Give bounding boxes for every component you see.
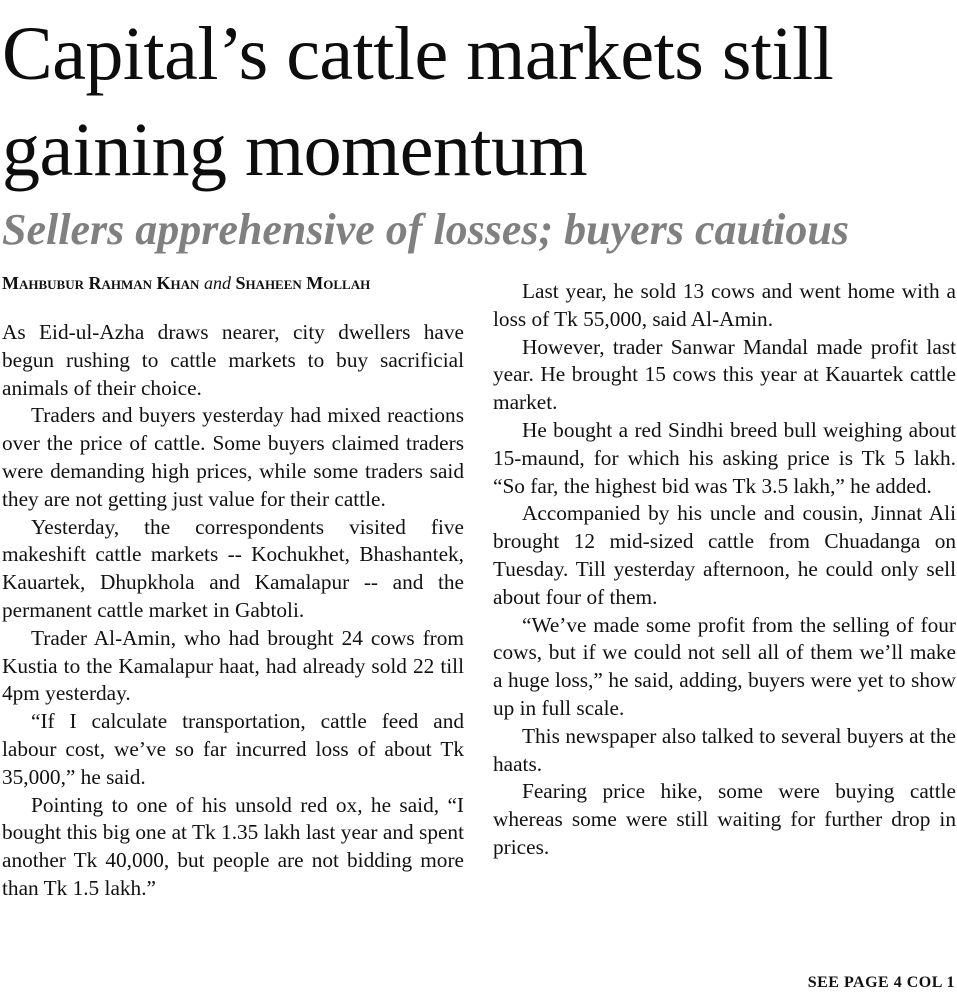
author-name: Shaheen Mollah — [235, 273, 371, 293]
continuation-jump-line: SEE PAGE 4 COL 1 — [807, 974, 955, 991]
paragraph: Pointing to one of his unsold red ox, he said, “I bought this big one at Tk 1.35 lakh last year and spent another Tk 40,000, but people are not bidding more than Tk 1.5 lakh.” — [2, 792, 464, 900]
byline — [2, 271, 464, 295]
paragraph: Traders and buyers yesterday had mixed reactions over the price of cattle. Some buyers claimed traders were demanding high prices, while some traders said they are not getting just value for their cattle. — [2, 403, 464, 511]
byline-conjunction: and — [203, 273, 231, 293]
paragraph: He bought a red Sindhi breed bull weighing about 15-maund, for which his asking price is Tk 5 lakh. “So far, the highest bid was Tk 3.5 lakh,” he added. — [493, 417, 956, 498]
paragraph: Fearing price hike, some were buying cattle whereas some were still waiting for further drop in prices. — [493, 779, 956, 859]
paragraph: Last year, he sold 13 cows and went home with a loss of Tk 55,000, said Al-Amin. — [493, 279, 956, 331]
paragraph: Trader Al-Amin, who had brought 24 cows from Kustia to the Kamalapur haat, had already sold 22 till 4pm yesterday. — [2, 625, 464, 706]
body-column-right — [493, 278, 956, 862]
paragraph: “We’ve made some profit from the selling of four cows, but if we could not sell all of them we’ll make a huge loss,” he said, adding, buyers were yet to show up in full scale. — [493, 612, 956, 720]
body-column-left — [2, 319, 464, 903]
paragraph: This newspaper also talked to several buyers at the haats. — [493, 723, 956, 776]
paragraph: Accompanied by his uncle and cousin, Jinnat Ali brought 12 mid-sized cattle from Chuadanga on Tuesday. Till yesterday afternoon, he could only sell about four of them. — [493, 501, 956, 609]
paragraph: Yesterday, the correspondents visited five makeshift cattle markets -- Kochukhet, Bhashantek, Kauartek, Dhupkhola and Kamalapur -- and the permanent cattle market in Gabtoli. — [2, 514, 464, 622]
paragraph: As Eid-ul-Azha draws nearer, city dwellers have begun rushing to cattle markets to buy sacrificial animals of their choice. — [2, 320, 464, 400]
headline: Capital’s cattle markets still gaining momentum — [2, 12, 834, 192]
paragraph: “If I calculate transportation, cattle feed and labour cost, we’ve so far incurred loss of about Tk 35,000,” he said. — [2, 709, 464, 789]
author-name: Mahbubur Rahman Khan — [2, 273, 200, 293]
paragraph: However, trader Sanwar Mandal made profit last year. He brought 15 cows this year at Kauartek cattle market. — [493, 334, 956, 415]
subheadline: Sellers apprehensive of losses; buyers cautious — [2, 205, 849, 254]
